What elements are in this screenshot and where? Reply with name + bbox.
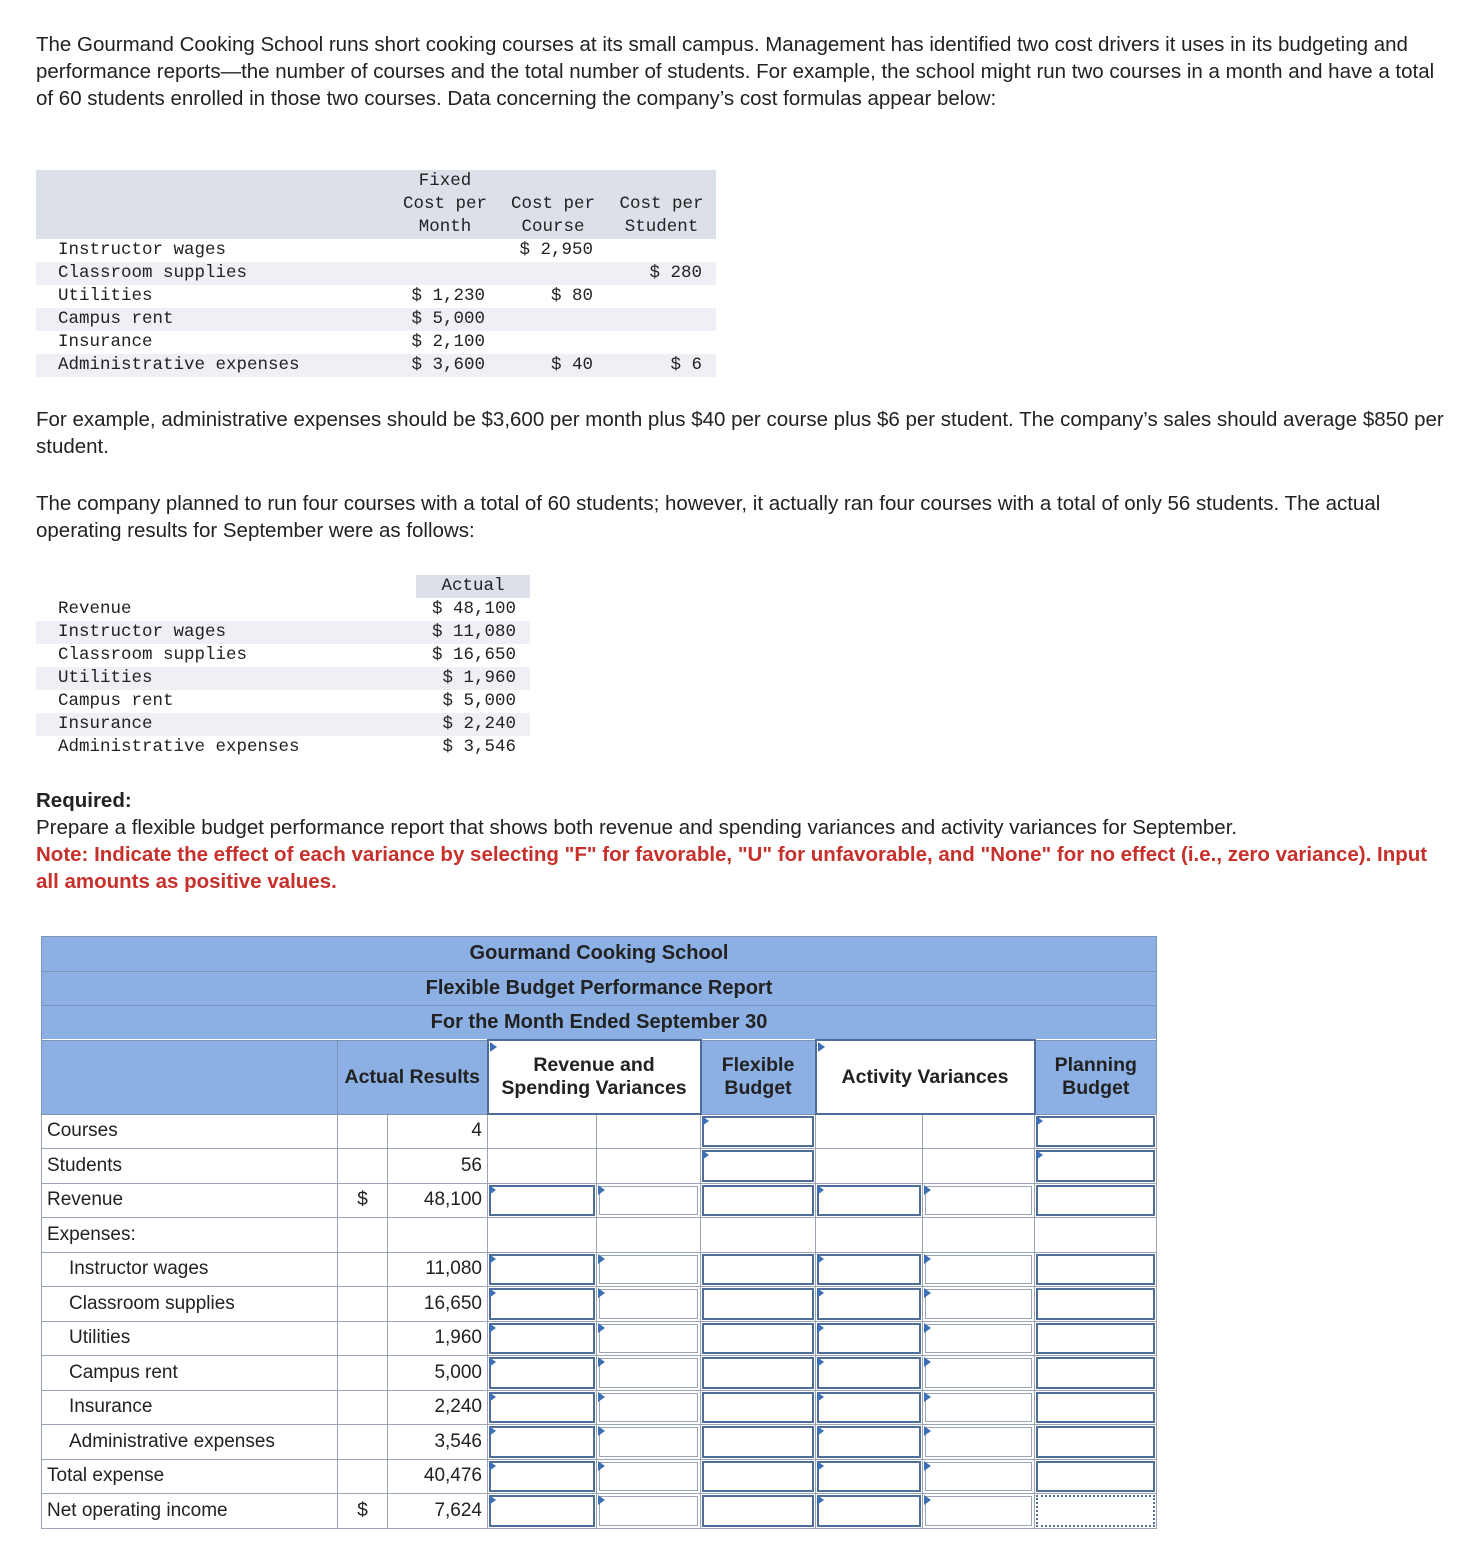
planning-budget-input[interactable] <box>1035 1287 1157 1322</box>
dropdown-marker-icon <box>924 1495 931 1505</box>
input-marker-icon <box>702 1150 709 1160</box>
cost-row <box>36 262 716 285</box>
actual-header: Actual <box>416 575 530 598</box>
dropdown-marker-icon <box>598 1288 605 1298</box>
cost-row <box>36 285 716 308</box>
actual-row <box>36 644 530 667</box>
cost-course <box>499 262 607 285</box>
row-label-courses: Courses <box>42 1114 338 1149</box>
actual-results-table <box>36 575 530 759</box>
col-activity-variances-label: Activity Variances <box>841 1065 1009 1088</box>
input-marker-icon <box>489 1426 496 1436</box>
dropdown-marker-icon <box>818 1042 825 1052</box>
actual-row-value: $ 11,080 <box>416 621 530 644</box>
dropdown-marker-icon <box>598 1495 605 1505</box>
cost-row-label: Administrative expenses <box>36 354 391 377</box>
actual-row <box>36 598 530 621</box>
rsv-amount-input[interactable] <box>488 1183 597 1218</box>
dropdown-marker-icon <box>598 1254 605 1264</box>
row-label-expenses: Expenses: <box>42 1218 338 1253</box>
cost-row-label: Insurance <box>58 332 153 352</box>
header-fixed-line3: Month <box>391 216 499 239</box>
input-marker-icon <box>817 1254 824 1264</box>
table-row <box>42 1390 1157 1425</box>
actual-row-value: $ 16,650 <box>431 645 516 665</box>
table-row <box>42 1252 1157 1287</box>
dropdown-marker-icon <box>924 1288 931 1298</box>
dropdown-marker-icon <box>924 1426 931 1436</box>
dropdown-marker-icon <box>598 1461 605 1471</box>
input-marker-icon <box>817 1288 824 1298</box>
cost-fixed <box>391 239 499 262</box>
planned-paragraph: The company planned to run four courses with a total of 60 students; however, it actually ran four courses with a total of only 56 students. The actual operating results for September were as follows: <box>36 492 1381 542</box>
dropdown-marker-icon <box>924 1323 931 1333</box>
cost-row-label: Utilities <box>58 286 153 306</box>
activity-effect-select[interactable] <box>923 1287 1035 1322</box>
cost-fixed: $ 2,100 <box>411 332 485 352</box>
cost-row-label: Classroom supplies <box>36 262 391 285</box>
input-marker-icon <box>489 1323 496 1333</box>
actual-row-value: $ 5,000 <box>442 691 516 711</box>
actual-insurance: 2,240 <box>388 1390 488 1425</box>
table-row <box>42 1356 1157 1391</box>
planning-budget-input[interactable] <box>1035 1390 1157 1425</box>
cost-row <box>36 331 716 354</box>
activity-amount-input[interactable] <box>816 1390 923 1425</box>
activity-effect-select[interactable] <box>923 1425 1035 1460</box>
rsv-effect-select[interactable] <box>597 1321 701 1356</box>
actual-row <box>36 621 530 644</box>
flexible-budget-students-input[interactable] <box>701 1149 816 1184</box>
activity-amount-input[interactable] <box>816 1183 923 1218</box>
activity-amount-input[interactable] <box>816 1356 923 1391</box>
col-revenue-spending-variances[interactable] <box>488 1040 701 1114</box>
actual-revenue: 48,100 <box>388 1183 488 1218</box>
actual-row <box>36 713 530 736</box>
activity-amount-input[interactable] <box>816 1425 923 1460</box>
actual-utilities: 1,960 <box>388 1321 488 1356</box>
cost-row <box>36 354 716 377</box>
actual-row <box>36 690 530 713</box>
input-marker-icon <box>489 1461 496 1471</box>
rsv-amount-input[interactable] <box>488 1252 597 1287</box>
rsv-amount-input[interactable] <box>488 1459 597 1494</box>
dropdown-marker-icon <box>924 1254 931 1264</box>
header-course-line1: Cost per <box>499 193 607 216</box>
required-text: Prepare a flexible budget performance report that shows both revenue and spending variances and activity variances for September. <box>36 816 1238 839</box>
flexible-budget-courses-input[interactable] <box>701 1114 816 1149</box>
actual-row-label: Revenue <box>58 599 132 619</box>
input-marker-icon <box>489 1357 496 1367</box>
row-label-administrative-expenses: Administrative expenses <box>42 1425 338 1460</box>
activity-amount-input[interactable] <box>816 1252 923 1287</box>
dropdown-marker-icon <box>598 1392 605 1402</box>
actual-administrative-expenses: 3,546 <box>388 1425 488 1460</box>
table-row <box>42 1183 1157 1218</box>
input-marker-icon <box>489 1254 496 1264</box>
cost-course: $ 2,950 <box>519 240 593 260</box>
flexible-budget-input[interactable] <box>701 1183 816 1218</box>
row-label-insurance: Insurance <box>42 1390 338 1425</box>
flexible-budget-input[interactable] <box>701 1425 816 1460</box>
activity-effect-select[interactable] <box>923 1321 1035 1356</box>
activity-effect-select[interactable] <box>923 1494 1035 1529</box>
required-note: Note: Indicate the effect of each variance by selecting "F" for favorable, "U" for unfavorable, and "None" for no effect (i.e., zero variance). Input all amounts as positive values. <box>36 843 1428 893</box>
cost-fixed: $ 1,230 <box>411 286 485 306</box>
actual-instructor-wages: 11,080 <box>388 1252 488 1287</box>
report-period: For the Month Ended September 30 <box>42 1006 1157 1041</box>
planning-budget-input[interactable] <box>1035 1252 1157 1287</box>
header-fixed-line2: Cost per <box>391 193 499 216</box>
flexible-budget-input[interactable] <box>701 1252 816 1287</box>
planning-budget-courses-input[interactable] <box>1035 1114 1157 1149</box>
activity-amount-input[interactable] <box>816 1321 923 1356</box>
actual-row-value: $ 2,240 <box>416 713 530 736</box>
dropdown-marker-icon <box>924 1357 931 1367</box>
cost-course: $ 80 <box>550 286 593 306</box>
actual-row <box>36 736 530 759</box>
planning-budget-input[interactable] <box>1035 1183 1157 1218</box>
col-activity-variances[interactable] <box>816 1040 1035 1114</box>
row-label-instructor-wages: Instructor wages <box>42 1252 338 1287</box>
col-revenue-spending-variances-label: Revenue and Spending Variances <box>501 1054 687 1099</box>
actual-row-label: Utilities <box>36 667 416 690</box>
rsv-effect-select[interactable] <box>597 1252 701 1287</box>
rsv-amount-input[interactable] <box>488 1321 597 1356</box>
cost-course: $ 40 <box>499 354 607 377</box>
flexible-budget-input[interactable] <box>701 1494 816 1529</box>
row-label-classroom-supplies: Classroom supplies <box>42 1287 338 1322</box>
actual-row-value: $ 1,960 <box>416 667 530 690</box>
table-row <box>42 1287 1157 1322</box>
header-fixed-line1: Fixed <box>391 170 499 193</box>
cost-row-label: Campus rent <box>36 308 391 331</box>
flexible-budget-input[interactable] <box>701 1356 816 1391</box>
cost-fixed: $ 3,600 <box>391 354 499 377</box>
cost-row <box>36 308 716 331</box>
cost-student <box>607 239 716 262</box>
planning-budget-input[interactable] <box>1035 1459 1157 1494</box>
activity-effect-select[interactable] <box>923 1390 1035 1425</box>
row-label-campus-rent: Campus rent <box>42 1356 338 1391</box>
cost-row-label: Instructor wages <box>58 240 227 260</box>
table-row <box>42 1114 1157 1149</box>
activity-effect-select[interactable] <box>923 1459 1035 1494</box>
report-title: Gourmand Cooking School <box>42 937 1157 972</box>
dollar-sign: $ <box>338 1494 388 1529</box>
cost-course <box>499 331 607 354</box>
table-row <box>42 1494 1157 1529</box>
example-paragraph: For example, administrative expenses should be $3,600 per month plus $40 per course plus $6 per student. The company’s sales should average $850 per student. <box>36 408 1444 458</box>
input-marker-icon <box>817 1357 824 1367</box>
input-marker-icon <box>489 1288 496 1298</box>
input-marker-icon <box>1036 1150 1043 1160</box>
performance-report-table <box>41 936 1157 1529</box>
rsv-amount-input[interactable] <box>488 1356 597 1391</box>
rsv-effect-select[interactable] <box>597 1287 701 1322</box>
input-marker-icon <box>817 1426 824 1436</box>
dropdown-marker-icon <box>924 1392 931 1402</box>
table-row <box>42 1218 1157 1253</box>
flexible-budget-input[interactable] <box>701 1459 816 1494</box>
dropdown-marker-icon <box>598 1323 605 1333</box>
input-marker-icon <box>702 1116 709 1126</box>
input-marker-icon <box>489 1392 496 1402</box>
actual-total-expense: 40,476 <box>388 1459 488 1494</box>
actual-campus-rent: 5,000 <box>388 1356 488 1391</box>
dropdown-marker-icon <box>924 1185 931 1195</box>
table-row <box>42 1425 1157 1460</box>
actual-net-operating-income: 7,624 <box>388 1494 488 1529</box>
actual-courses: 4 <box>388 1114 488 1149</box>
input-marker-icon <box>489 1495 496 1505</box>
dropdown-marker-icon <box>924 1461 931 1471</box>
cost-fixed <box>391 262 499 285</box>
cost-student: $ 6 <box>607 354 716 377</box>
dropdown-marker-icon <box>598 1357 605 1367</box>
dollar-sign: $ <box>338 1183 388 1218</box>
planning-budget-input[interactable] <box>1035 1425 1157 1460</box>
rsv-amount-input[interactable] <box>488 1494 597 1529</box>
cost-row <box>36 239 716 262</box>
activity-amount-input[interactable] <box>816 1287 923 1322</box>
input-marker-icon <box>1036 1116 1043 1126</box>
dropdown-marker-icon <box>598 1185 605 1195</box>
planning-budget-students-input[interactable] <box>1035 1149 1157 1184</box>
input-marker-icon <box>817 1185 824 1195</box>
cost-student <box>607 285 716 308</box>
rsv-amount-input[interactable] <box>488 1287 597 1322</box>
actual-row-value: $ 3,546 <box>442 737 516 757</box>
row-label-net-operating-income: Net operating income <box>42 1494 338 1529</box>
activity-effect-select[interactable] <box>923 1252 1035 1287</box>
dropdown-marker-icon <box>598 1426 605 1436</box>
actual-row-label: Instructor wages <box>36 621 416 644</box>
planning-budget-input[interactable] <box>1035 1494 1157 1529</box>
cost-formula-table <box>36 170 716 377</box>
row-label-revenue: Revenue <box>42 1183 338 1218</box>
input-marker-icon <box>817 1323 824 1333</box>
actual-classroom-supplies: 16,650 <box>388 1287 488 1322</box>
row-label-utilities: Utilities <box>42 1321 338 1356</box>
input-marker-icon <box>817 1495 824 1505</box>
rsv-amount-input[interactable] <box>488 1390 597 1425</box>
actual-students: 56 <box>388 1149 488 1184</box>
planning-budget-input[interactable] <box>1035 1356 1157 1391</box>
required-heading: Required: <box>36 789 132 812</box>
flexible-budget-input[interactable] <box>701 1390 816 1425</box>
cost-fixed: $ 5,000 <box>391 308 499 331</box>
rsv-effect-select[interactable] <box>597 1494 701 1529</box>
actual-row-label: Classroom supplies <box>58 645 248 665</box>
row-label-students: Students <box>42 1149 338 1184</box>
actual-row-value: $ 48,100 <box>431 599 516 619</box>
actual-row <box>36 667 530 690</box>
planning-budget-input[interactable] <box>1035 1321 1157 1356</box>
activity-amount-input[interactable] <box>816 1494 923 1529</box>
flexible-budget-input[interactable] <box>701 1321 816 1356</box>
header-course-line2: Course <box>499 216 607 239</box>
actual-row-label: Campus rent <box>58 691 174 711</box>
rsv-effect-select[interactable] <box>597 1183 701 1218</box>
rsv-effect-select[interactable] <box>597 1459 701 1494</box>
rsv-effect-select[interactable] <box>597 1425 701 1460</box>
header-student-line1: Cost per <box>607 193 716 216</box>
input-marker-icon <box>817 1461 824 1471</box>
intro-paragraph: The Gourmand Cooking School runs short cooking courses at its small campus. Management has identified two cost drivers it uses in its budgeting and performance reports—the number of courses and the total number of students. For example, the school might run two courses in a month and have a total of 60 students enrolled in those two courses. Data concerning the company’s cost formulas appear below: <box>36 33 1435 110</box>
rsv-effect-select[interactable] <box>597 1356 701 1391</box>
flexible-budget-input[interactable] <box>701 1287 816 1322</box>
report-subtitle: Flexible Budget Performance Report <box>42 971 1157 1006</box>
activity-amount-input[interactable] <box>816 1459 923 1494</box>
input-marker-icon <box>817 1392 824 1402</box>
input-marker-icon <box>489 1185 496 1195</box>
cost-course <box>499 308 607 331</box>
dropdown-marker-icon <box>490 1042 497 1052</box>
col-flexible-budget: Flexible Budget <box>701 1040 816 1114</box>
header-student-line2: Student <box>607 216 716 239</box>
actual-row-label: Administrative expenses <box>58 737 300 757</box>
required-section <box>36 787 1446 895</box>
rsv-amount-input[interactable] <box>488 1425 597 1460</box>
table-row <box>42 1149 1157 1184</box>
table-row <box>42 1321 1157 1356</box>
col-actual-results: Actual Results <box>338 1040 488 1114</box>
actual-row-label: Insurance <box>36 713 416 736</box>
col-planning-budget: Planning Budget <box>1035 1040 1157 1114</box>
activity-effect-select[interactable] <box>923 1356 1035 1391</box>
cost-student <box>607 331 716 354</box>
table-row <box>42 1459 1157 1494</box>
row-label-total-expense: Total expense <box>42 1459 338 1494</box>
cost-student: $ 280 <box>607 262 716 285</box>
rsv-effect-select[interactable] <box>597 1390 701 1425</box>
activity-effect-select[interactable] <box>923 1183 1035 1218</box>
cost-student <box>607 308 716 331</box>
